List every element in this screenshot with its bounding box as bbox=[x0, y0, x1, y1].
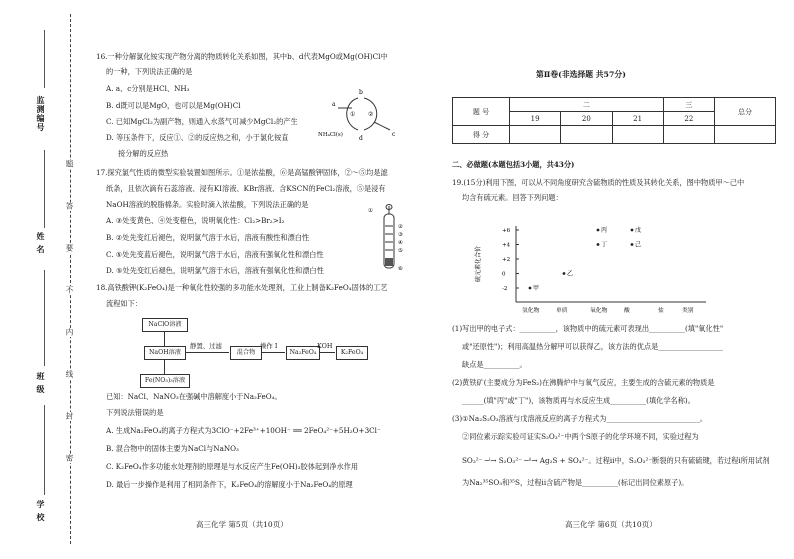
data-point-label: 戊 bbox=[635, 227, 642, 234]
name-label: 姓 名 bbox=[36, 232, 46, 254]
q18-known: 已知：NaCl、NaNO₃在强碱中溶解度小于Na₂FeO₄。 bbox=[106, 392, 282, 401]
flow-fe: Fe(NO₃)₃溶液 bbox=[140, 374, 190, 388]
flow-line-1 bbox=[164, 331, 165, 346]
q16-option-d-2: 接分解的反应热 bbox=[118, 149, 169, 158]
score-total: 总分 bbox=[715, 98, 776, 126]
q19-p2b: ______(填"丙"或"丁")，该物质再与水反应生成__________(填化学名称)。 bbox=[462, 396, 695, 405]
q19-p1a: (1)写出甲的电子式：__________，该物质中的硫元素可表现出__________(填"氧化性" bbox=[452, 324, 724, 333]
data-point bbox=[529, 287, 532, 290]
right-footer: 高三化学 第6页（共10页） bbox=[565, 520, 657, 529]
data-point bbox=[597, 243, 600, 246]
q18-stem-1: 18.高铁酸钾(K₂FeO₄)是一种氧化性较强的多功能水处理剂，工业上制备K₂FeO₄固体的工艺 bbox=[96, 283, 388, 292]
q19-p3a: (3)①Na₂S₂O₃溶液与戊溶液反应的离子方程式为__________________________。 bbox=[452, 414, 708, 423]
score-part2: 二 bbox=[510, 98, 664, 112]
label-n6: ⑥ bbox=[398, 266, 403, 272]
q18-option-d: D. 最后一步操作是利用了相同条件下，K₂FeO₄的溶解度小于Na₂FeO₄的原理 bbox=[106, 480, 353, 489]
label-r1: ① bbox=[350, 111, 356, 118]
q19-p3d: 为Na₂³⁵SO₃和³⁵S，过程ii含硫产物是__________(标记出同位素原子)。 bbox=[462, 478, 689, 487]
q16-cycle-diagram bbox=[318, 84, 410, 142]
q17-stem-1: 17.探究氯气性质的微型实验装置如图所示。①是浓盐酸，⑥是高锰酸钾固体，②～⑤均是滤 bbox=[96, 168, 388, 177]
seal-word: 要 bbox=[65, 244, 74, 253]
flow-arrow-1 bbox=[185, 352, 229, 353]
score-cell-total[interactable] bbox=[715, 126, 776, 144]
seal-line bbox=[70, 14, 71, 544]
q19-stem-2: 均含有硫元素。回答下列问题： bbox=[462, 193, 563, 202]
q19-p1c: 缺点是__________。 bbox=[462, 360, 527, 369]
q19-p3b: ②同位素示踪实验可证实S₂O₃²⁻中两个S原子的化学环境不同，实验过程为 bbox=[462, 432, 699, 441]
binder-strip bbox=[0, 0, 90, 559]
school-label: 学 校 bbox=[36, 500, 46, 522]
seal-word: 答 bbox=[65, 202, 74, 211]
label-reactant: NH₄Cl(s) bbox=[318, 132, 343, 138]
flow-koh: KOH bbox=[317, 342, 333, 350]
flow-na2feo4: Na₂FeO₄ bbox=[286, 346, 320, 360]
q17-apparatus bbox=[366, 204, 414, 280]
y-tick-label: +4 bbox=[502, 242, 511, 249]
score-num-19: 19 bbox=[510, 112, 561, 126]
score-table bbox=[452, 97, 776, 144]
q16-option-b: B. d既可以是MgO，也可以是Mg(OH)Cl bbox=[106, 101, 241, 110]
score-num-20: 20 bbox=[561, 112, 612, 126]
q18-stem-2: 流程如下： bbox=[106, 299, 142, 308]
q16-stem-2: 的一种，下列说法正确的是 bbox=[106, 67, 193, 76]
q18-option-c: C. K₂FeO₄作多功能水处理剂的原理是与水反应产生Fe(OH)₃胶体起到净水作用 bbox=[106, 462, 359, 471]
score-cell-22[interactable] bbox=[663, 126, 714, 144]
q17-stem-3: NaOH溶液的脱脂棉条。实验时滴入浓盐酸，下列说法正确的是 bbox=[106, 200, 309, 209]
left-footer: 高三化学 第5页（共10页） bbox=[196, 520, 288, 529]
flow-k2feo4: K₂FeO₄ bbox=[336, 346, 368, 360]
seal-word: 密 bbox=[65, 454, 74, 463]
solid-6 bbox=[385, 258, 393, 266]
x-tick-label: 氧化物 bbox=[590, 308, 608, 314]
seal-word: 线 bbox=[65, 370, 74, 379]
y-tick-label: +2 bbox=[502, 257, 511, 263]
score-cell-21[interactable] bbox=[612, 126, 663, 144]
exam-id-line bbox=[44, 30, 45, 88]
flow-line-2 bbox=[164, 359, 165, 374]
q16-stem-1: 16.一种分解氯化铵实现产物分离的物质转化关系如图，其中b、d代表MgO或Mg(OH)Cl中 bbox=[96, 52, 388, 61]
q16-option-c: C. 已知MgCl₂为副产物，则通入水蒸气可减少MgCl₂的产生 bbox=[106, 117, 298, 126]
flow-arrow-2 bbox=[261, 352, 285, 353]
data-point-label: 甲 bbox=[533, 285, 540, 292]
q19-p3c: SO₃²⁻ ─ⁱ→ S₂O₃²⁻ ─ⁱⁱ→ Ag₂S + SO₄²⁻。过程ii中，S₂O₃²⁻断裂的只有硫硫键，若过程i所用试剂 bbox=[462, 456, 770, 465]
score-col-title: 题 号 bbox=[453, 98, 510, 126]
seal-word: 题 bbox=[65, 160, 74, 169]
label-n3: ③ bbox=[398, 232, 403, 238]
x-tick-label: 类别 bbox=[682, 308, 694, 314]
seal-word: 内 bbox=[65, 328, 74, 337]
x-tick-label: 氢化物 bbox=[522, 308, 540, 314]
x-tick-label: 盐 bbox=[658, 308, 664, 314]
section-title: 第Ⅱ卷(非选择题 共57分) bbox=[536, 70, 626, 79]
data-point bbox=[563, 272, 566, 275]
data-point bbox=[631, 243, 634, 246]
q19-valence-chart bbox=[470, 222, 710, 318]
seal-word: 不 bbox=[65, 286, 74, 295]
data-point bbox=[597, 229, 600, 232]
school-line bbox=[44, 405, 45, 495]
score-label: 得 分 bbox=[453, 126, 510, 144]
class-label: 班 级 bbox=[36, 372, 46, 394]
y-tick-label: 0 bbox=[502, 271, 506, 278]
q17-option-a: A. ③处变黄色、④处变橙色，说明氧化性：Cl₂>Br₂>I₂ bbox=[106, 216, 285, 225]
x-tick-label: 单质 bbox=[556, 308, 568, 314]
label-b: b bbox=[359, 89, 363, 96]
q17-option-d: D. ⑤处先变红后褪色，说明氯气溶于水后，溶液有强氧化性和漂白性 bbox=[106, 266, 324, 275]
score-cell-19[interactable] bbox=[510, 126, 561, 144]
q18-option-b: B. 混合物中的固体主要为NaCl与NaNO₃ bbox=[106, 444, 239, 453]
label-n5: ⑤ bbox=[398, 248, 403, 254]
label-n4: ④ bbox=[398, 240, 403, 246]
data-point-label: 己 bbox=[635, 241, 642, 249]
flow-step2: 操作 I bbox=[260, 342, 278, 350]
output-c-arrow bbox=[374, 122, 390, 130]
score-cell-20[interactable] bbox=[561, 126, 612, 144]
required-header: 二、必做题(本题包括3小题，共43分) bbox=[452, 160, 575, 169]
label-r2: ② bbox=[368, 111, 374, 118]
data-point bbox=[631, 229, 634, 232]
x-tick-label: 酸 bbox=[624, 308, 630, 314]
label-d: d bbox=[359, 135, 363, 142]
label-a: a bbox=[332, 101, 336, 108]
flow-naoh: NaOH溶液 bbox=[144, 346, 186, 360]
y-tick-label: +6 bbox=[502, 228, 511, 234]
label-c: c bbox=[392, 131, 396, 138]
flow-arrow-3 bbox=[319, 352, 335, 353]
exam-id-label: 监测编号 bbox=[36, 96, 46, 132]
y-tick-label: -2 bbox=[502, 286, 508, 292]
y-axis-label: 硫元素化合价 bbox=[475, 245, 482, 282]
seal-word: 封 bbox=[65, 412, 74, 421]
q18-option-a: A. 生成Na₂FeO₄的离子方程式为3ClO⁻+2Fe³⁺+10OH⁻ ══ 2FeO₄²⁻+5H₂O+3Cl⁻ bbox=[106, 426, 381, 435]
score-num-21: 21 bbox=[612, 112, 663, 126]
q16-option-d-1: D. 等压条件下，反应①、②的反应热之和，小于氯化铵直 bbox=[106, 133, 289, 142]
q16-option-a: A. a、c分别是HCl、NH₃ bbox=[106, 84, 190, 93]
q19-stem-1: 19.(15分)利用下图，可以从不同角度研究含硫物质的性质及其转化关系，图中物质甲～己中 bbox=[452, 178, 745, 187]
flow-mix: 混合物 bbox=[230, 346, 262, 360]
data-point-label: 丙 bbox=[601, 227, 608, 234]
flow-step1: 静置、过滤 bbox=[190, 342, 222, 350]
data-point-label: 乙 bbox=[567, 270, 574, 278]
q19-p1b: 或"还原性")；利用高温热分解甲可以获得乙，该方法的优点是__________________ bbox=[462, 342, 723, 351]
q17-option-b: B. ②处先变红后褪色，说明氯气溶于水后，溶液有酸性和漂白性 bbox=[106, 233, 310, 242]
q19-p2a: (2)黄铁矿(主要成分为FeS₂)在沸腾炉中与氧气反应，主要生成的含硫元素的物质是 bbox=[452, 378, 715, 387]
class-line bbox=[44, 270, 45, 366]
q17-option-c: C. ⑤处先变蓝后褪色，说明氯气溶于水后，溶液有强氧化性和漂白性 bbox=[106, 250, 324, 259]
score-num-22: 22 bbox=[663, 112, 714, 126]
q18-ask: 下列说法错误的是 bbox=[106, 408, 164, 417]
label-n2: ② bbox=[398, 224, 403, 230]
flow-naclo: NaClO溶液 bbox=[142, 318, 188, 332]
label-n1: ① bbox=[368, 208, 373, 214]
name-line bbox=[44, 150, 45, 228]
q17-stem-2: 纸条，且依次滴有石蕊溶液、浸有KI溶液、KBr溶液、含KSCN的FeCl₂溶液，⑤是浸有 bbox=[106, 184, 386, 193]
data-point-label: 丁 bbox=[601, 241, 608, 249]
score-part3: 三 bbox=[663, 98, 714, 112]
